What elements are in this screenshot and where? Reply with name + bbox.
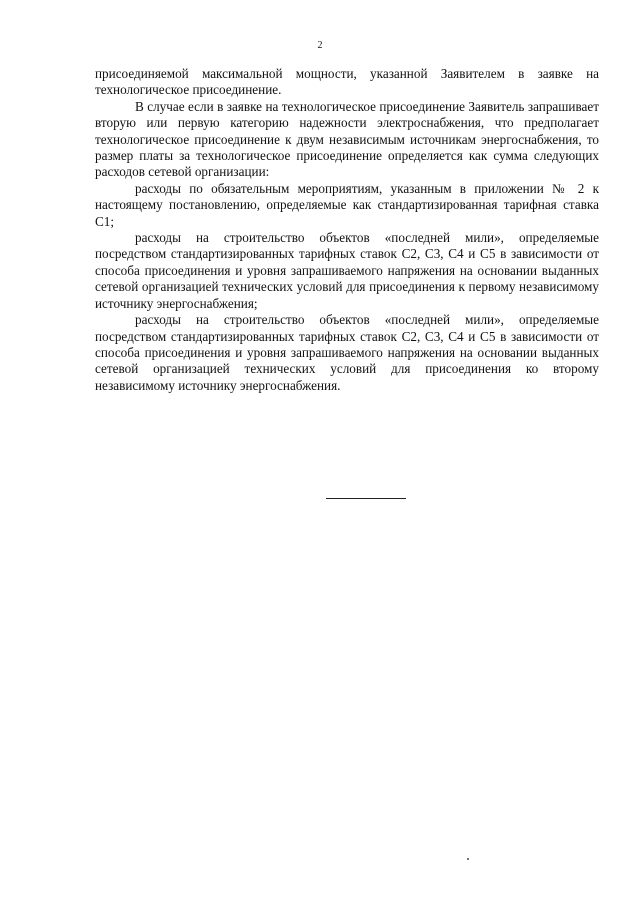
document-body [95,66,599,394]
end-divider-line [326,498,406,499]
page-number: 2 [317,40,323,51]
scan-artifact-dot [467,858,469,860]
paragraph-expense-first-source: расходы на строительство объектов «последней мили», определяемые посредством стандартизированных тарифных ставок С2, С3, С4 и С5 в зависимости от способа присоединения и уровня запрашиваемого напряжения на основании выданных сетевой организацией технических условий для присоединения к первому независимому источнику энергоснабжения; [95,230,599,311]
paragraph-category-condition: В случае если в заявке на технологическое присоединение Заявитель запрашивает вторую или первую категорию надежности электроснабжения, что предполагает технологическое присоединение к двум независимым источникам энергоснабжения, то размер платы за технологическое присоединение определяется как сумма следующих расходов сетевой организации: [95,98,599,180]
paragraph-expense-second-source: расходы на строительство объектов «последней мили», определяемые посредством стандартизированных тарифных ставок С2, С3, С4 и С5 в зависимости от способа присоединения и уровня запрашиваемого напряжения на основании выданных сетевой организацией технических условий для присоединения ко второму независимому источнику энергоснабжения. [95,312,599,393]
paragraph-expense-c1: расходы по обязательным мероприятиям, указанным в приложении № 2 к настоящему постановлению, определяемые как стандартизированная тарифная ставка С1; [95,180,599,229]
paragraph-continuation: присоединяемой максимальной мощности, указанной Заявителем в заявке на технологическое присоединение. [95,66,599,98]
